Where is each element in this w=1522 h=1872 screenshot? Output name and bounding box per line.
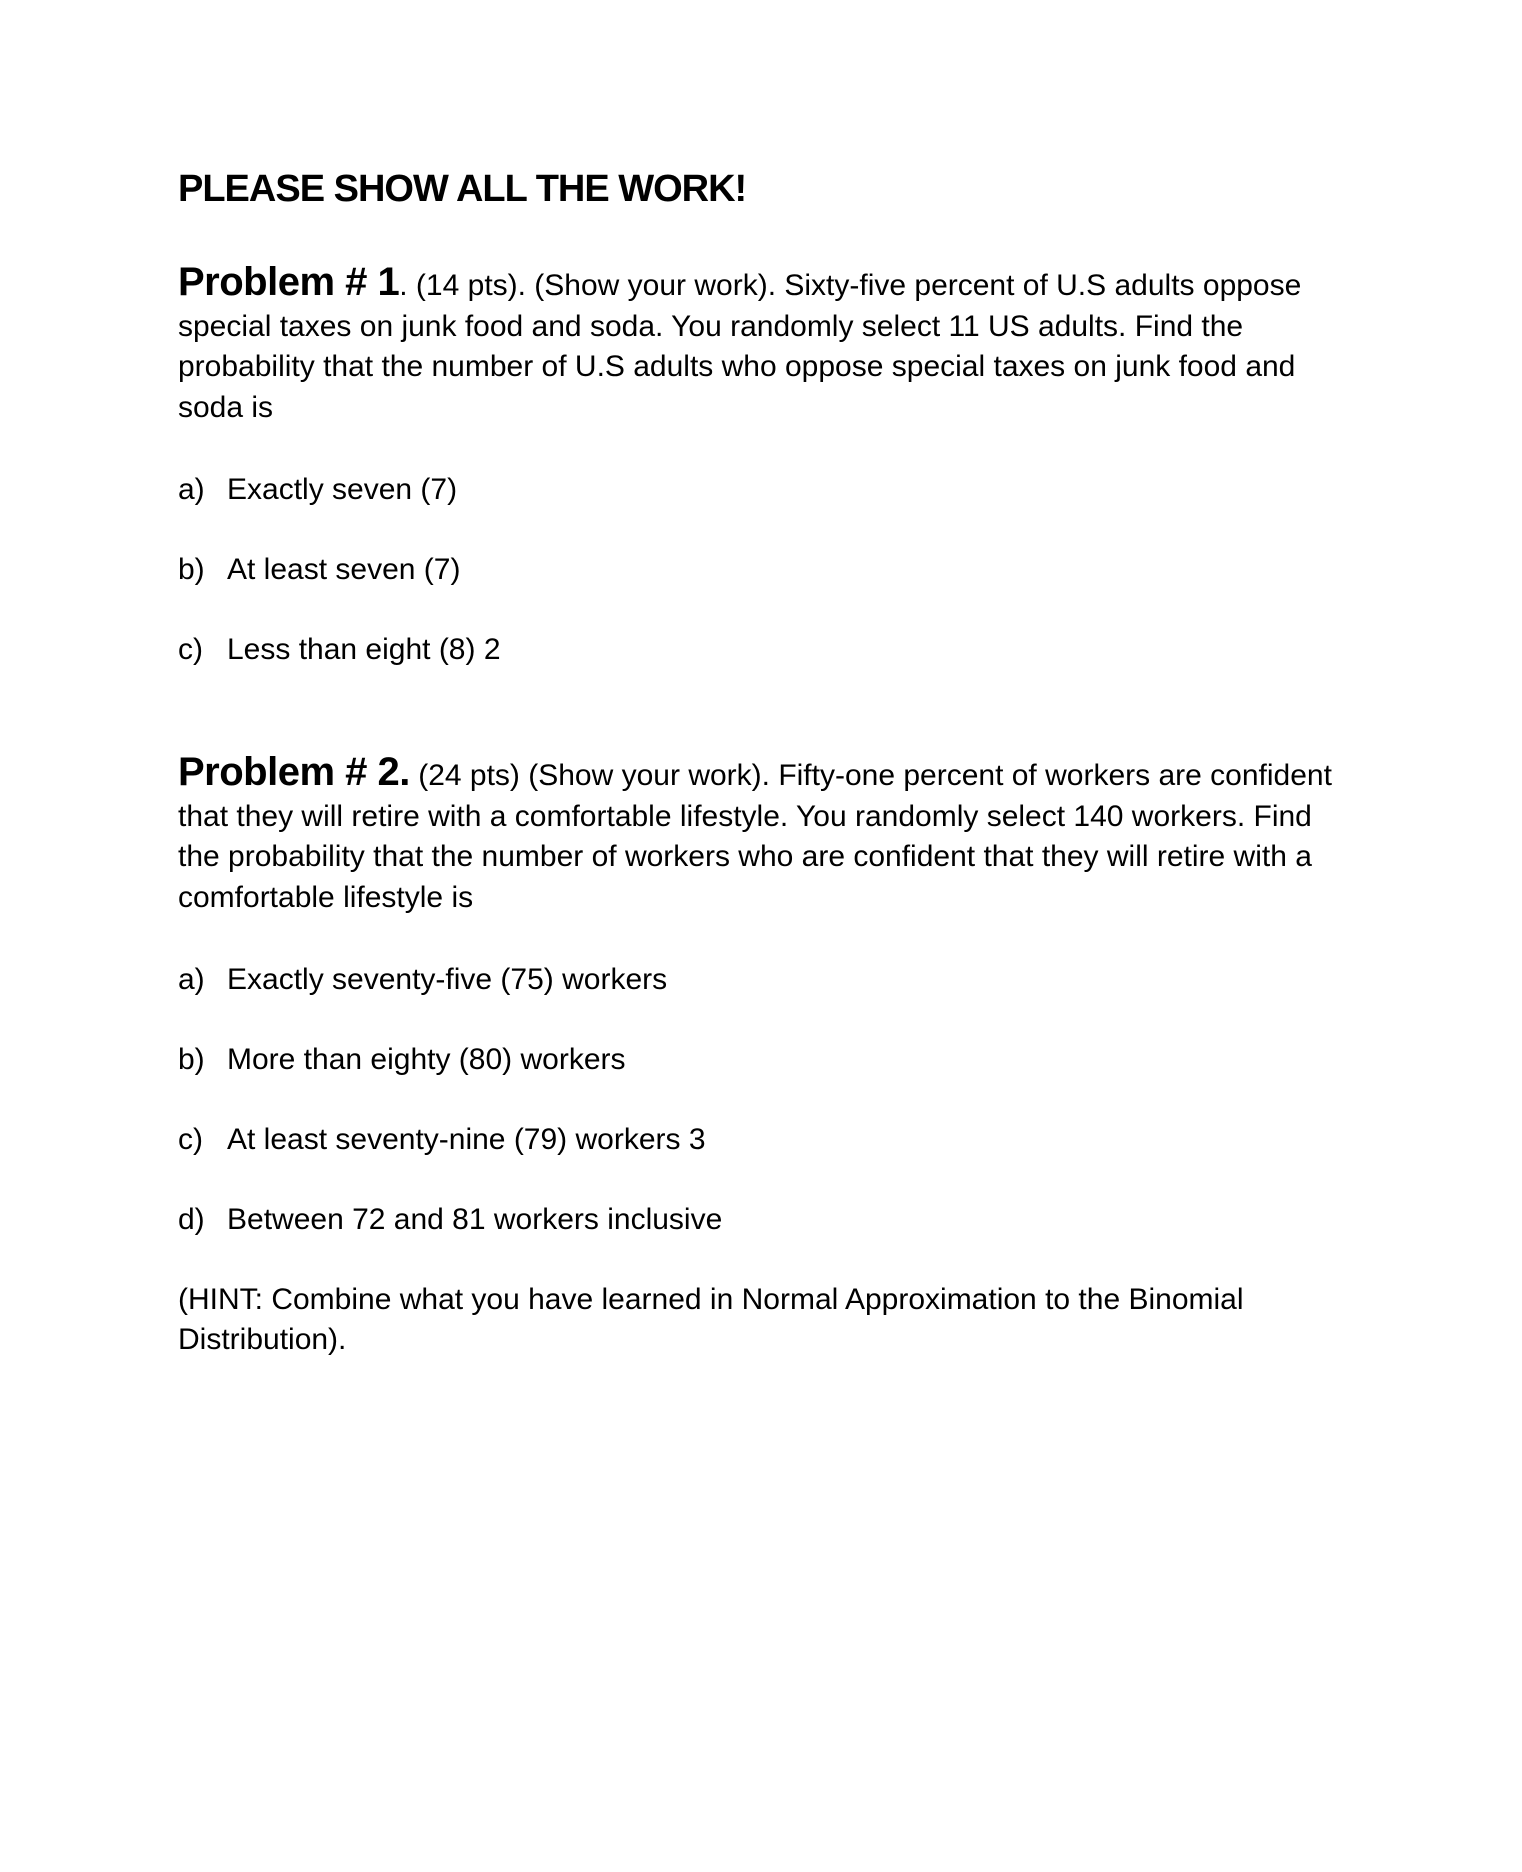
problem-1-statement bbox=[178, 262, 1358, 428]
problem-1-text: . (14 pts). (Show your work). Sixty-five percent of U.S adults oppose special taxes on junk food and soda. You randomly select 11 US adults. Find the probability that the number of U.S adults who oppose special taxes on junk food and soda is bbox=[178, 269, 1302, 424]
option-letter: b) bbox=[178, 553, 205, 586]
option-text: Exactly seven (7) bbox=[227, 473, 458, 506]
option-text: More than eighty (80) workers bbox=[227, 1043, 626, 1076]
option-letter: a) bbox=[178, 473, 205, 506]
option-text: At least seventy-nine (79) workers 3 bbox=[227, 1123, 706, 1156]
problem-1-option-c bbox=[178, 630, 501, 670]
option-text: Exactly seventy-five (75) workers bbox=[227, 963, 668, 996]
problem-2-option-c bbox=[178, 1120, 706, 1160]
option-text: Between 72 and 81 workers inclusive bbox=[227, 1203, 723, 1236]
problem-1-option-b bbox=[178, 550, 460, 590]
option-letter: c) bbox=[178, 1123, 203, 1156]
problem-1-option-a bbox=[178, 470, 457, 510]
problem-2-statement bbox=[178, 752, 1358, 918]
option-letter: d) bbox=[178, 1203, 205, 1236]
problem-1-title: Problem # 1 bbox=[178, 260, 400, 304]
problem-2-option-b bbox=[178, 1040, 626, 1080]
problem-2-title: Problem # 2. bbox=[178, 750, 410, 794]
problem-2-option-d bbox=[178, 1200, 722, 1240]
option-text: At least seven (7) bbox=[227, 553, 461, 586]
problem-2-text: (24 pts) (Show your work). Fifty-one percent of workers are confident that they will retire with a comfortable lifestyle. You randomly select 140 workers. Find the probability that the number of workers who are confident that they will retire with a comfortable lifestyle is bbox=[178, 759, 1332, 914]
option-text: Less than eight (8) 2 bbox=[227, 633, 501, 666]
page-heading: PLEASE SHOW ALL THE WORK! bbox=[178, 168, 747, 210]
option-letter: a) bbox=[178, 963, 205, 996]
option-letter: c) bbox=[178, 633, 203, 666]
hint-text: (HINT: Combine what you have learned in Normal Approximation to the Binomial Distribution). bbox=[178, 1283, 1244, 1356]
option-letter: b) bbox=[178, 1043, 205, 1076]
problem-2-option-a bbox=[178, 960, 667, 1000]
